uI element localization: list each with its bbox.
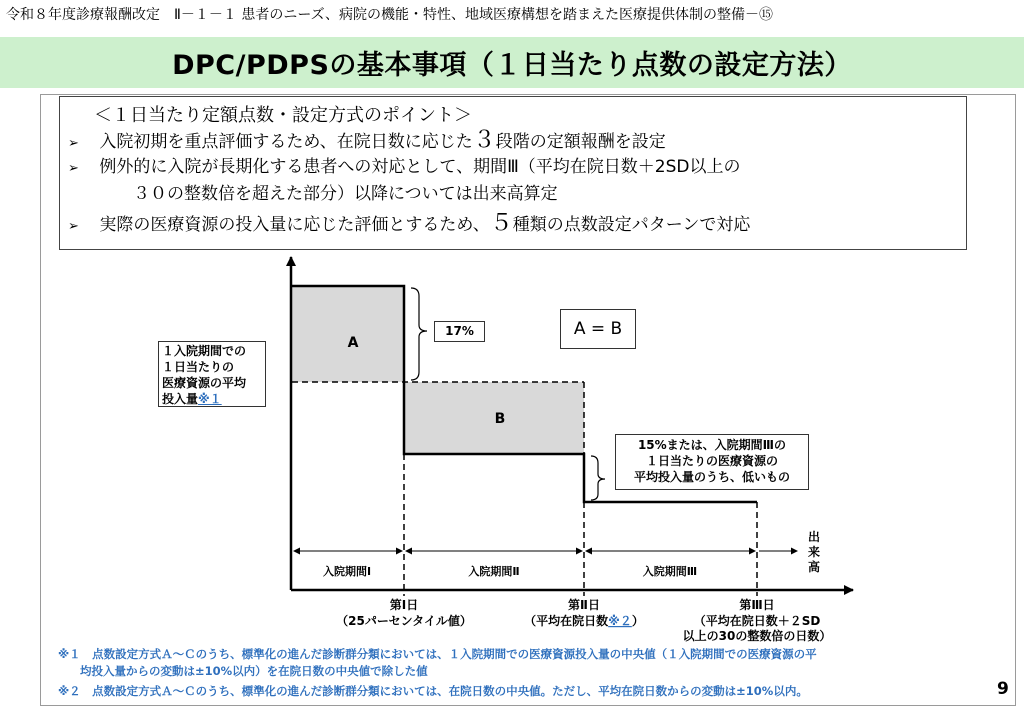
y-axis-label-line3: 医療資源の平均 [162,376,247,390]
page-number: 9 [997,679,1009,699]
period3-note-box [615,434,809,490]
bullet-arrow-icon: ➢ [68,219,79,234]
page-title: DPC/PDPSの基本事項（１日当たり点数の設定方法） [172,50,852,81]
pct-brace [411,288,427,380]
y-axis-note-link[interactable]: ※１ [198,392,222,406]
bullet-arrow-icon: ➢ [68,161,79,176]
day1-sub-label: （25パーセンタイル値） [336,614,472,628]
period3-note-line2: １日当たりの医療資源の [645,454,778,468]
footnote-2: ※２ 点数設定方式Ａ～Ｃのうち、標準化の進んだ診断群分類においては、在院日数の中央値。ただし、平均在院日数からの変動は±10%以内。 [58,684,808,698]
pct-label-box [434,321,485,342]
period2-label: 入院期間Ⅱ [468,565,520,578]
period3-note-line1: 15%または、入院期間Ⅲの [637,438,787,452]
key-point-2-line2: ３０の整数倍を超えた部分）以降については出来高算定 [133,184,558,204]
period3-brace [591,456,605,500]
day3-label: 第Ⅲ日 [739,598,775,612]
key-point-2-line1: 例外的に入院が長期化する患者への対応として、期間Ⅲ（平均在院日数＋2SD以上の [99,157,741,177]
bullet-arrow-icon: ➢ [68,136,79,151]
key-point-3-number: ５ [489,210,513,236]
y-axis-label-line1: １入院期間での [162,344,247,358]
block-b-label: B [494,411,506,427]
fee-for-service-label-2: 来 [807,545,821,559]
key-point-1-pre: 入院初期を重点評価するため、在院日数に応じた [99,132,473,152]
period3-note-line3: 平均投入量のうち、低いもの [633,470,790,484]
y-axis-label-line4: 投入量※１ [162,392,222,406]
period3-label: 入院期間Ⅲ [642,565,698,578]
day2-sub-label: （平均在院日数※２） [524,614,644,628]
key-points-heading: ＜１日当たり定額点数・設定方式のポイント＞ [94,105,472,126]
key-point-3-post: 種類の点数設定パターンで対応 [512,215,751,235]
period1-label: 入院期間Ⅰ [322,565,372,578]
key-point-1-post: 段階の定額報酬を設定 [495,132,666,152]
breadcrumb: 令和８年度診療報酬改定 Ⅱ－１－１ 患者のニーズ、病院の機能・特性、地域医療構想を踏まえた医療提供体制の整備－⑮ [6,7,774,23]
fee-for-service-label-1: 出 [807,530,821,544]
equation-box [560,309,636,349]
day2-label: 第Ⅱ日 [568,598,600,612]
footnote-1-line2: 均投入量からの変動は±10%以内）を在院日数の中央値で除した値 [80,664,428,678]
fee-for-service-label-3: 高 [807,560,821,574]
pct-label: 17% [445,324,474,338]
y-axis-label-box [158,341,266,407]
block-a-area [292,286,404,382]
key-point-3-pre: 実際の医療資源の投入量に応じた評価とするため、 [99,215,490,235]
y-axis-label-line2: １日当たりの [162,360,235,374]
key-point-1-number: ３ [472,127,496,153]
day3-sub-label-2: 以上の30の整数倍の日数） [682,629,832,643]
day2-note-link[interactable]: ※２ [608,614,632,628]
block-a-label: A [347,335,359,351]
equation-label: A = B [573,319,623,339]
footnote-1-line1: ※１ 点数設定方式Ａ～Ｃのうち、標準化の進んだ診断群分類においては、１入院期間での医療資源投入量の中央値（１入院期間での医療資源の平 [58,647,817,661]
day3-sub-label-1: （平均在院日数＋２SD [693,614,821,628]
day1-label: 第Ⅰ日 [389,598,419,612]
